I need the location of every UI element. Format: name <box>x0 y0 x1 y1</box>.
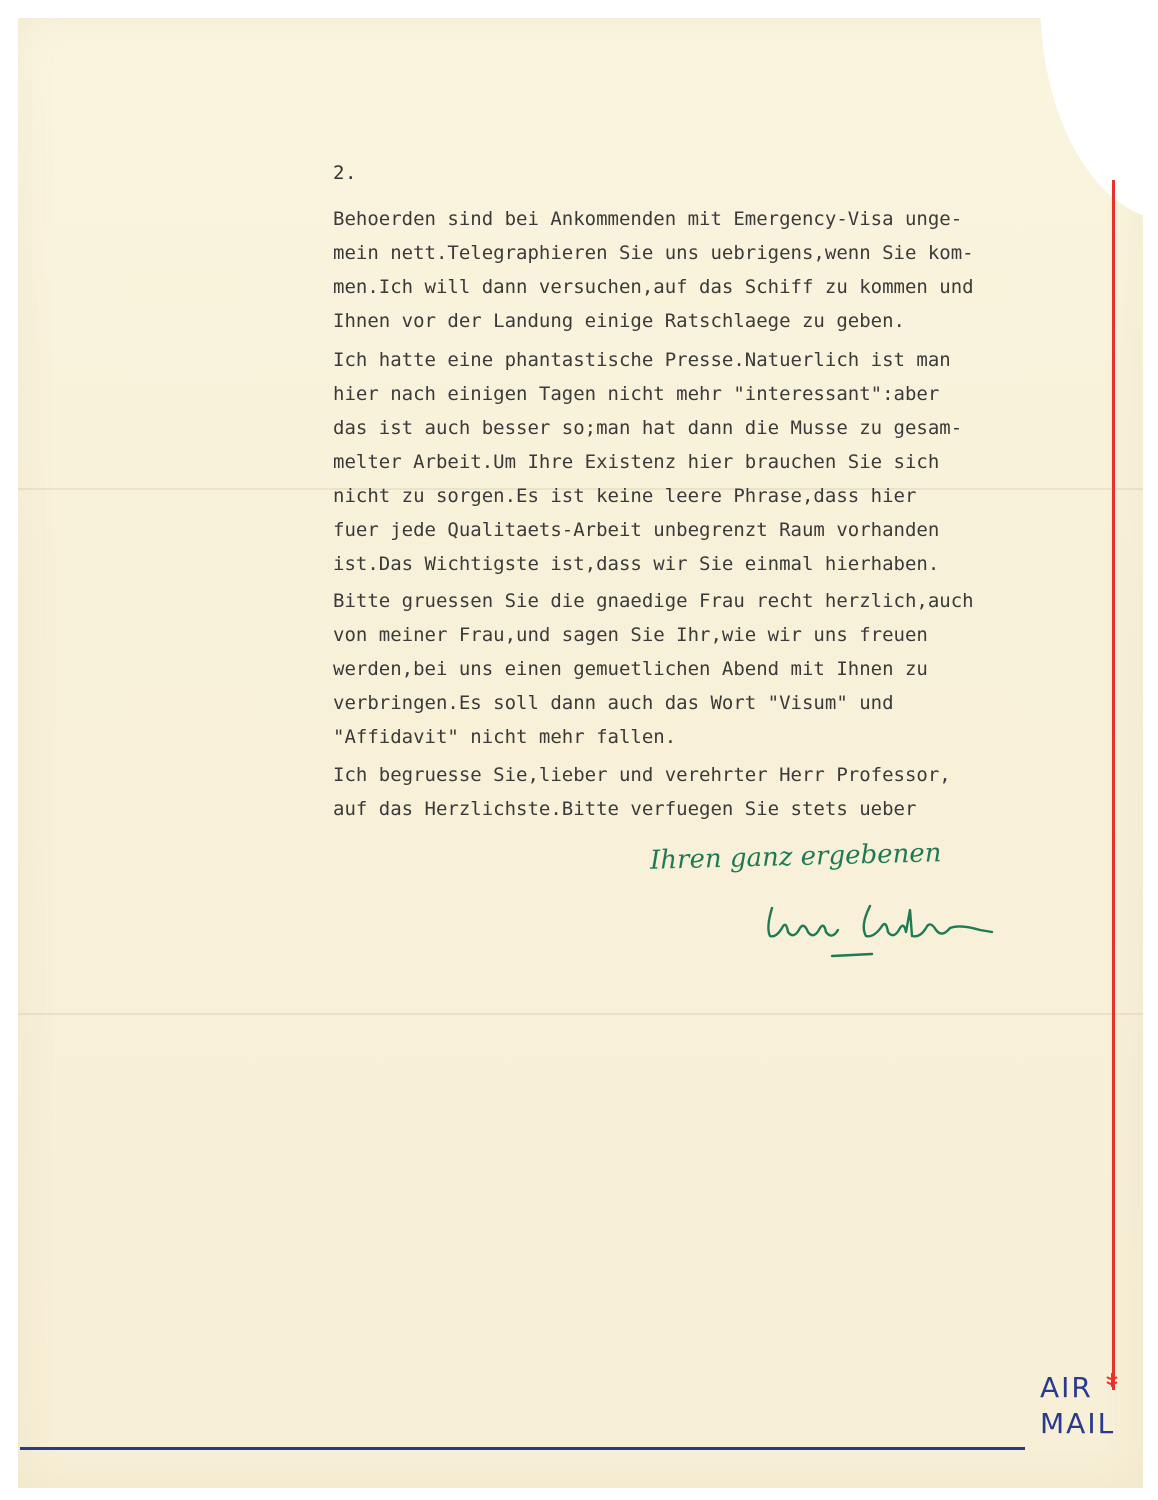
text-line: Bitte gruessen Sie die gnaedige Frau recht herzlich,auch <box>333 590 974 612</box>
text-line: fuer jede Qualitaets-Arbeit unbegrenzt Raum vorhanden <box>333 519 940 541</box>
handwritten-signature <box>760 898 1010 968</box>
text-line: von meiner Frau,und sagen Sie Ihr,wie wir uns freuen <box>333 624 928 646</box>
paragraph-1 <box>333 202 1093 338</box>
text-line: Ich begruesse Sie,lieber und verehrter Herr Professor, <box>333 764 951 786</box>
page-number: 2. <box>333 162 357 184</box>
airmail-label <box>1040 1370 1115 1442</box>
airmail-red-border <box>1112 180 1115 1390</box>
text-line: hier nach einigen Tagen nicht mehr "interessant":aber <box>333 383 940 405</box>
paragraph-4 <box>333 758 1093 826</box>
text-line: "Affidavit" nicht mehr fallen. <box>333 726 677 748</box>
text-line: das ist auch besser so;man hat dann die Musse zu gesam- <box>333 417 963 439</box>
airmail-label-line1: AIR <box>1040 1371 1093 1404</box>
text-line: mein nett.Telegraphieren Sie uns uebrigens,wenn Sie kom- <box>333 242 974 264</box>
text-line: werden,bei uns einen gemuetlichen Abend mit Ihnen zu <box>333 658 928 680</box>
airmail-blue-border <box>20 1447 1025 1450</box>
paragraph-3 <box>333 584 1093 754</box>
airmail-label-line2: MAIL <box>1040 1407 1116 1440</box>
text-line: men.Ich will dann versuchen,auf das Schiff zu kommen und <box>333 276 974 298</box>
text-line: verbringen.Es soll dann auch das Wort "Visum" und <box>333 692 894 714</box>
text-line: Ihnen vor der Landung einige Ratschlaege zu geben. <box>333 310 905 332</box>
handwritten-closing: Ihren ganz ergebenen <box>649 838 942 876</box>
text-line: Behoerden sind bei Ankommenden mit Emergency-Visa unge- <box>333 208 963 230</box>
text-line: melter Arbeit.Um Ihre Existenz hier brauchen Sie sich <box>333 451 940 473</box>
text-line: Ich hatte eine phantastische Presse.Natuerlich ist man <box>333 349 951 371</box>
paragraph-2 <box>333 343 1093 581</box>
text-line: auf das Herzlichste.Bitte verfuegen Sie stets ueber <box>333 798 917 820</box>
text-line: nicht zu sorgen.Es ist keine leere Phrase,dass hier <box>333 485 917 507</box>
airmail-emblem-icon <box>1105 1372 1119 1388</box>
text-line: ist.Das Wichtigste ist,dass wir Sie einmal hierhaben. <box>333 553 940 575</box>
fold-crease-lower <box>18 1013 1143 1015</box>
